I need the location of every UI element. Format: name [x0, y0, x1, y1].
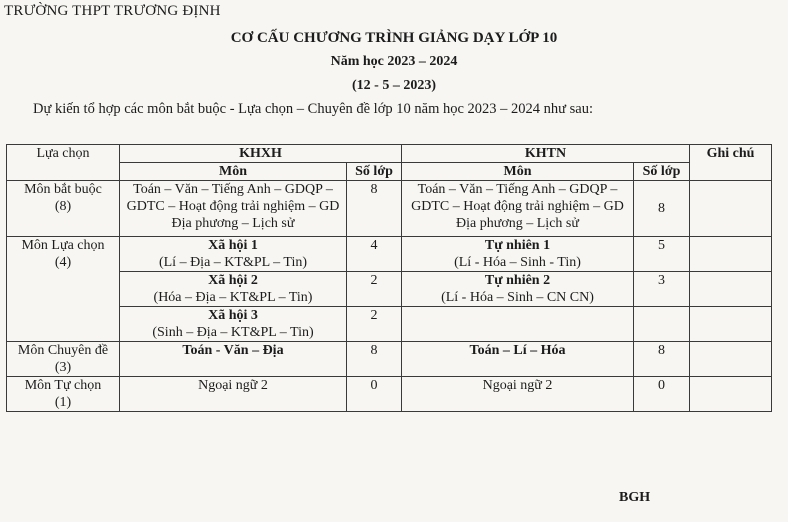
- khxh-classes: 4: [347, 237, 402, 272]
- table-row: [7, 181, 772, 237]
- curriculum-table: [6, 144, 772, 412]
- khtn-classes: 5: [634, 237, 690, 272]
- khxh-classes: 8: [347, 181, 402, 237]
- khtn-classes-empty: [634, 307, 690, 342]
- khtn-subjects: Toán – Lí – Hóa: [402, 342, 634, 377]
- khtn-group-name: Tự nhiên 1: [484, 238, 551, 253]
- khxh-group: [120, 237, 347, 272]
- khtn-classes: 8: [634, 342, 690, 377]
- note-cell: [690, 377, 772, 412]
- table-row: [7, 342, 772, 377]
- category-label: Môn Lựa chọn: [21, 238, 105, 253]
- signature-bgh: BGH: [619, 490, 651, 505]
- school-year: Năm học 2023 – 2024: [330, 54, 458, 69]
- category-label: Môn bắt buộc: [24, 182, 102, 197]
- khxh-subjects: Ngoại ngữ 2: [120, 377, 347, 412]
- school-name: TRƯỜNG THPT TRƯƠNG ĐỊNH: [4, 3, 221, 19]
- khxh-subject-header: Môn: [120, 163, 347, 181]
- khxh-group-subjects: (Hóa – Địa – KT&PL – Tin): [153, 290, 313, 305]
- table-row: [7, 237, 772, 272]
- document-date: (12 - 5 – 2023): [352, 78, 436, 93]
- category-count: (3): [54, 360, 72, 375]
- khxh-group: [120, 272, 347, 307]
- table-subheader-row: [7, 163, 772, 181]
- khtn-group: [402, 272, 634, 307]
- khxh-group: [120, 307, 347, 342]
- category-required: [7, 181, 120, 237]
- category-specialized: [7, 342, 120, 377]
- category-count: (4): [54, 255, 72, 270]
- note-cell: [690, 181, 772, 237]
- note-cell: [690, 237, 772, 272]
- note-cell: [690, 307, 772, 342]
- khxh-classes: 2: [347, 307, 402, 342]
- intro-text: Dự kiến tổ hợp các môn bắt buộc - Lựa chọn – Chuyên đề lớp 10 năm học 2023 – 2024 như sau:: [33, 101, 593, 117]
- khxh-group-subjects: (Sinh – Địa – KT&PL – Tin): [152, 325, 314, 340]
- header-note: Ghi chú: [690, 145, 772, 181]
- category-optional: [7, 377, 120, 412]
- category-label: Môn Tự chọn: [24, 378, 102, 393]
- note-cell: [690, 342, 772, 377]
- table-row: [7, 272, 772, 307]
- khxh-classes: 2: [347, 272, 402, 307]
- khtn-subject-header: Môn: [402, 163, 634, 181]
- header-khxh: KHXH: [120, 145, 402, 163]
- khtn-classes-header: Số lớp: [634, 163, 690, 181]
- khtn-classes: 3: [634, 272, 690, 307]
- khtn-classes: 8: [634, 181, 690, 237]
- khtn-subjects: Toán – Văn – Tiếng Anh – GDQP – GDTC – Hoạt động trải nghiệm – GD Địa phương – Lịch sử: [402, 181, 634, 237]
- note-cell: [690, 272, 772, 307]
- table-header-row: [7, 145, 772, 163]
- khtn-group-subjects: (Lí - Hóa – Sinh - Tin): [454, 255, 581, 270]
- khxh-group-subjects: (Lí – Địa – KT&PL – Tin): [158, 255, 308, 270]
- header-category: Lựa chọn: [7, 145, 120, 181]
- category-count: (1): [54, 395, 72, 410]
- khtn-subjects: Ngoại ngữ 2: [402, 377, 634, 412]
- khxh-subjects: Toán – Văn – Tiếng Anh – GDQP – GDTC – Hoạt động trải nghiệm – GD Địa phương – Lịch sử: [120, 181, 347, 237]
- khxh-group-name: Xã hội 2: [208, 273, 258, 288]
- khtn-group: [402, 237, 634, 272]
- khxh-group-name: Xã hội 3: [208, 308, 258, 323]
- category-label: Môn Chuyên đề: [17, 343, 109, 358]
- khtn-group-subjects: (Lí - Hóa – Sinh – CN CN): [441, 290, 594, 305]
- khtn-group-name: Tự nhiên 2: [484, 273, 551, 288]
- category-count: (8): [54, 199, 72, 214]
- table-row: [7, 377, 772, 412]
- category-elective: [7, 237, 120, 342]
- document-title: CƠ CẤU CHƯƠNG TRÌNH GIẢNG DẠY LỚP 10: [230, 30, 558, 46]
- khxh-group-name: Xã hội 1: [208, 238, 258, 253]
- khtn-classes: 0: [634, 377, 690, 412]
- khtn-group-empty: [402, 307, 634, 342]
- khxh-classes-header: Số lớp: [347, 163, 402, 181]
- header-khtn: KHTN: [402, 145, 690, 163]
- khxh-classes: 0: [347, 377, 402, 412]
- khxh-subjects: Toán - Văn – Địa: [120, 342, 347, 377]
- table-row: [7, 307, 772, 342]
- khxh-classes: 8: [347, 342, 402, 377]
